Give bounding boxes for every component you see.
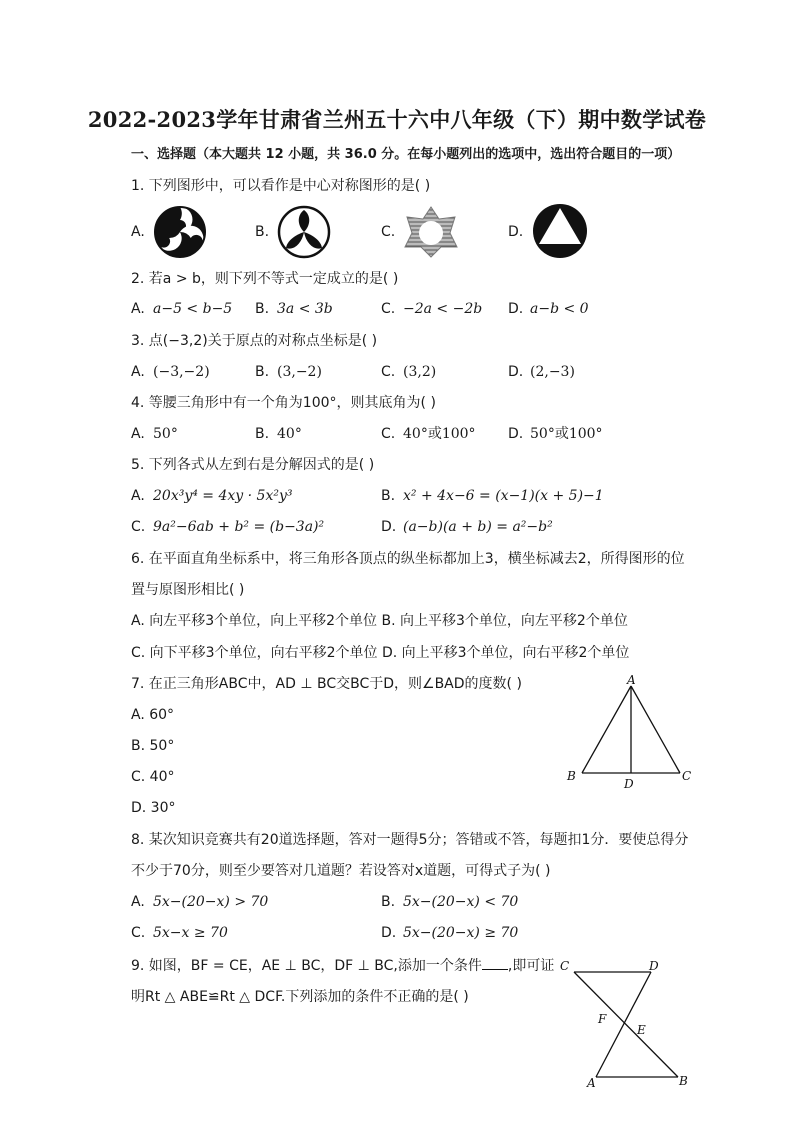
q3-option-d-label: D.	[508, 364, 524, 380]
q2-option-d: a−b < 0	[530, 301, 589, 317]
q7-option-b: B. 50°	[131, 738, 175, 754]
q1-option-d-figure	[531, 202, 589, 260]
q2-option-a: a−5 < b−5	[153, 301, 233, 317]
q7-vertex-c: C	[682, 769, 692, 783]
q8-option-d-label: D.	[381, 925, 397, 941]
q5-option-a-label: A.	[131, 488, 145, 504]
q7-vertex-b: B	[567, 769, 576, 783]
q9-text-part1: 9. 如图，BF = CE，AE ⊥ BC，DF ⊥ BC,添加一个条件	[131, 958, 482, 974]
q3-option-c-label: C.	[381, 364, 396, 380]
q1-option-b-figure	[277, 205, 331, 259]
question-4-text: 4. 等腰三角形中有一个角为100°，则其底角为( )	[131, 395, 436, 411]
q3-option-a: (−3,−2)	[153, 364, 210, 380]
q4-option-c: 40°或100°	[403, 426, 476, 442]
q8-option-c-label: C.	[131, 925, 146, 941]
q5-option-c: 9a²−6ab + b² = (b−3a)²	[153, 519, 325, 535]
q3-option-d: (2,−3)	[530, 364, 575, 380]
q9-point-f: F	[598, 1012, 607, 1026]
q7-vertex-d: D	[624, 777, 634, 791]
q8-option-b: 5x−(20−x) < 70	[403, 894, 519, 910]
q8-option-d: 5x−(20−x) ≥ 70	[403, 925, 519, 941]
q9-point-d: D	[649, 959, 659, 973]
q8-option-a-label: A.	[131, 894, 145, 910]
q5-option-d: (a−b)(a + b) = a²−b²	[403, 519, 553, 535]
q2-option-b: 3a < 3b	[277, 301, 333, 317]
question-1-text: 1. 下列图形中，可以看作是中心对称图形的是( )	[131, 178, 431, 194]
q9-text-part2: ,即可证	[507, 958, 555, 974]
q7-option-a: A. 60°	[131, 707, 175, 723]
q4-option-a-label: A.	[131, 426, 145, 442]
q1-option-b-label: B.	[255, 224, 270, 240]
q5-option-d-label: D.	[381, 519, 397, 535]
q6-options-ab: A. 向左平移3个单位，向上平移2个单位 B. 向上平移3个单位，向左平移2个单位	[131, 613, 628, 629]
question-3-text: 3. 点(−3,2)关于原点的对称点坐标是( )	[131, 333, 378, 349]
q4-option-a: 50°	[153, 426, 178, 442]
q9-point-a: A	[587, 1076, 596, 1090]
q2-option-b-label: B.	[255, 301, 270, 317]
question-8-text-line1: 8. 某次知识竞赛共有20道选择题，答对一题得5分；答错或不答，每题扣1分．要使总得分	[131, 832, 689, 848]
q5-option-c-label: C.	[131, 519, 146, 535]
q9-figure	[556, 952, 694, 1092]
q3-option-b: (3,−2)	[277, 364, 322, 380]
q3-option-c: (3,2)	[403, 364, 437, 380]
q4-option-b-label: B.	[255, 426, 270, 442]
q6-options-cd: C. 向下平移3个单位，向右平移2个单位 D. 向上平移3个单位，向右平移2个单位	[131, 645, 630, 661]
q3-option-b-label: B.	[255, 364, 270, 380]
page-title: 2022-2023学年甘肃省兰州五十六中八年级（下）期中数学试卷	[87, 107, 707, 132]
q7-option-c: C. 40°	[131, 769, 175, 785]
question-9-text-line1	[131, 956, 554, 976]
q9-answer-blank	[482, 957, 508, 970]
section-heading: 一、选择题（本大题共 12 小题，共 36.0 分。在每小题列出的选项中，选出符合题目的一项）	[131, 147, 681, 162]
q1-option-a-label: A.	[131, 224, 145, 240]
q2-option-d-label: D.	[508, 301, 524, 317]
q4-option-d: 50°或100°	[530, 426, 603, 442]
q1-option-a-figure	[153, 205, 207, 259]
q4-option-b: 40°	[277, 426, 302, 442]
question-7-text: 7. 在正三角形ABC中，AD ⊥ BC交BC于D，则∠BAD的度数( )	[131, 676, 522, 692]
question-9-text-line2: 明Rt △ ABE≌Rt △ DCF.下列添加的条件不正确的是( )	[131, 989, 469, 1005]
q1-option-d-label: D.	[508, 224, 524, 240]
q2-option-a-label: A.	[131, 301, 145, 317]
q9-point-c: C	[560, 959, 570, 973]
q4-option-c-label: C.	[381, 426, 396, 442]
q8-option-c: 5x−x ≥ 70	[153, 925, 228, 941]
question-6-text-line1: 6. 在平面直角坐标系中，将三角形各顶点的纵坐标都加上3，横坐标减去2，所得图形的位	[131, 551, 685, 567]
q8-option-a: 5x−(20−x) > 70	[153, 894, 269, 910]
q2-option-c-label: C.	[381, 301, 396, 317]
q9-point-e: E	[637, 1023, 646, 1037]
q7-vertex-a: A	[627, 673, 636, 687]
q3-option-a-label: A.	[131, 364, 145, 380]
q5-option-b-label: B.	[381, 488, 396, 504]
q8-option-b-label: B.	[381, 894, 396, 910]
q1-option-c-label: C.	[381, 224, 396, 240]
question-6-text-line2: 置与原图形相比( )	[131, 582, 245, 598]
q2-option-c: −2a < −2b	[403, 301, 483, 317]
q1-option-c-figure	[403, 205, 459, 259]
q4-option-d-label: D.	[508, 426, 524, 442]
q7-triangle-figure	[562, 672, 698, 794]
question-5-text: 5. 下列各式从左到右是分解因式的是( )	[131, 457, 375, 473]
q5-option-b: x² + 4x−6 = (x−1)(x + 5)−1	[403, 488, 604, 504]
q7-option-d: D. 30°	[131, 800, 176, 816]
question-2-text: 2. 若a > b，则下列不等式一定成立的是( )	[131, 271, 399, 287]
q5-option-a: 20x³y⁴ = 4xy · 5x²y³	[153, 488, 293, 504]
q9-point-b: B	[679, 1074, 688, 1088]
question-8-text-line2: 不少于70分，则至少要答对几道题？若设答对x道题，可得式子为( )	[131, 863, 551, 879]
